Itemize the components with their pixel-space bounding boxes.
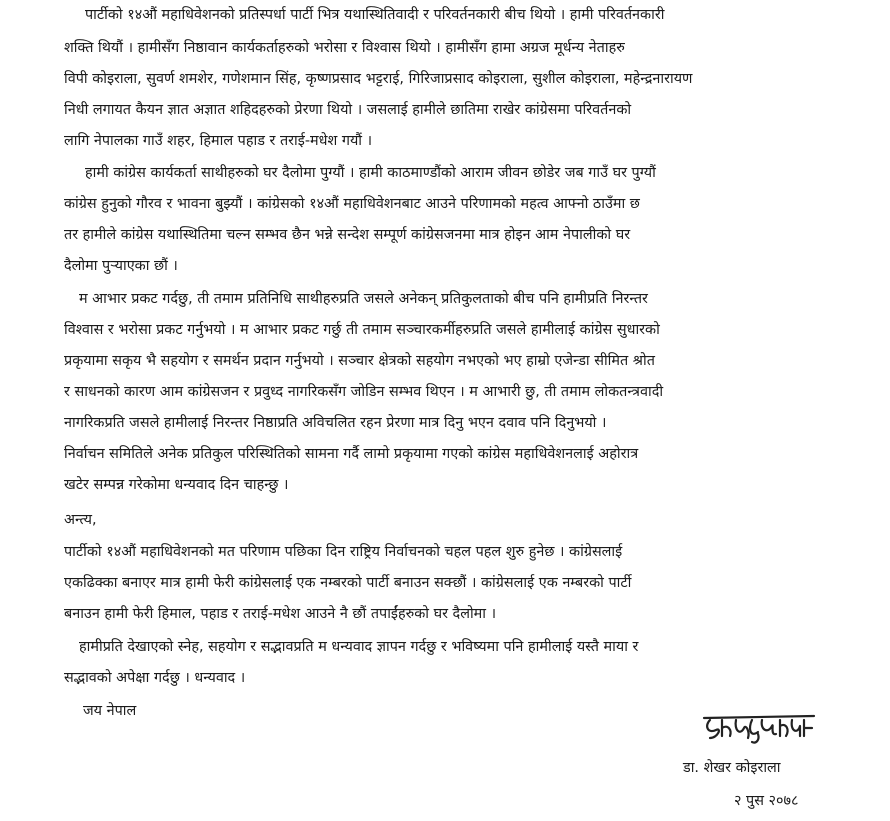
closing-heading: अन्त्य, [64,512,97,528]
para-1-line-4: निधी लगायत कैयन ज्ञात अज्ञात शहिदहरुको प्रेरणा थियो । जसलाई हामीले छातिमा राखेर कांग्रेसमा परिवर्तनको [64,102,632,118]
para-3-line-5: नागरिकप्रति जसले हामीलाई निरन्तर निष्ठाप्रति अविचलित रहन प्रेरणा मात्र दिनु भएन दवाव पनि दिनुभयो । [64,415,607,431]
para-6-line-2: सद्भावको अपेक्षा गर्दछु । धन्यवाद । [64,670,246,686]
para-2-line-1: हामी कांग्रेस कार्यकर्ता साथीहरुको घर दैलोमा पुग्यौं । हामी काठमाण्डौंको आराम जीवन छोडेर जब गाउँ घर पुग्यौं [85,165,656,181]
letter-date: २ पुस २०७८ [734,793,799,809]
para-2-line-3: तर हामीले कांग्रेस यथास्थितिमा चल्न सम्भव छैन भन्ने सन्देश सम्पूर्ण कांग्रेसजनमा मात्र होइन आम नेपालीको घर [64,227,631,243]
para-1-line-2: शक्ति थियौं । हामीसँग निष्ठावान कार्यकर्ताहरुको भरोसा र विश्वास थियो । हामीसँग हामा अग्रज मूर्धन्य नेताहरु [64,40,625,56]
handwritten-signature [700,708,820,748]
para-1-line-1: पार्टीको १४औं महाधिवेशनको प्रतिस्पर्धा पार्टी भित्र यथास्थितिवादी र परिवर्तनकारी बीच थियो । हामी परिवर्तनकारी [85,7,665,23]
para-2-line-4: दैलोमा पुर्‍याएका छौं । [64,258,178,274]
para-6-line-1: हामीप्रति देखाएको स्नेह, सहयोग र सद्भावप्रति म धन्यवाद ज्ञापन गर्दछु र भविष्यमा पनि हामीलाई यस्तै माया र [79,639,639,655]
para-3-line-6: निर्वाचन समितिले अनेक प्रतिकुल परिस्थितिको सामना गर्दै लामो प्रकृयामा गएको कांग्रेस महाधिवेशनलाई अहोरात्र [64,446,639,462]
para-3-line-4: र साधनको कारण आम कांग्रेसजन र प्रवुध्द नागरिकसँग जोडिन सम्भव थिएन । म आभारी छु, ती तमाम लोकतन्त्रवादी [64,384,664,400]
para-5-line-2: एकढिक्का बनाएर मात्र हामी फेरी कांग्रेसलाई एक नम्बरको पार्टी बनाउन सक्छौं । कांग्रेसलाई एक नम्बरको पार्टी [64,575,632,591]
para-1-line-5: लागि नेपालका गाउँ शहर, हिमाल पहाड र तराई-मधेश गयौं । [64,133,373,149]
para-5-line-3: बनाउन हामी फेरी हिमाल, पहाड र तराई-मधेश आउने नै छौं तपाईंहरुको घर दैलोमा । [64,606,497,622]
jai-nepal: जय नेपाल [83,703,137,719]
para-3-line-1: म आभार प्रकट गर्दछु, ती तमाम प्रतिनिधि साथीहरुप्रति जसले अनेकन् प्रतिकुलताको बीच पनि हामीप्रति निरन्तर [79,291,648,307]
para-1-line-3: विपी कोइराला, सुवर्ण शमशेर, गणेशमान सिंह, कृष्णप्रसाद भट्टराई, गिरिजाप्रसाद कोइराला, सुशील कोइराला, महेन्द्रनारायण [64,71,693,87]
para-2-line-2: कांग्रेस हुनुको गौरव र भावना बुझ्यौं । कांग्रेसको १४औं महाधिवेशनबाट आउने परिणामको महत्व आफ्नो ठाउँमा छ [64,196,640,212]
signatory-name: डा. शेखर कोइराला [683,760,781,776]
para-5-line-1: पार्टीको १४औं महाधिवेशनको मत परिणाम पछिका दिन राष्ट्रिय निर्वाचनको चहल पहल शुरु हुनेछ । कांग्रेसलाई [64,544,623,560]
para-3-line-7: खटेर सम्पन्न गरेकोमा धन्यवाद दिन चाहन्छु । [64,477,289,493]
para-3-line-3: प्रकृयामा सकृय भै सहयोग र समर्थन प्रदान गर्नुभयो । सञ्चार क्षेत्रको सहयोग नभएको भए हाम्रो एजेन्डा सीमित श्रोत [64,353,655,369]
para-3-line-2: विश्वास र भरोसा प्रकट गर्नुभयो । म आभार प्रकट गर्छु ती तमाम सञ्चारकर्मीहरुप्रति जसले हामीलाई कांग्रेस सुधारको [64,322,660,338]
